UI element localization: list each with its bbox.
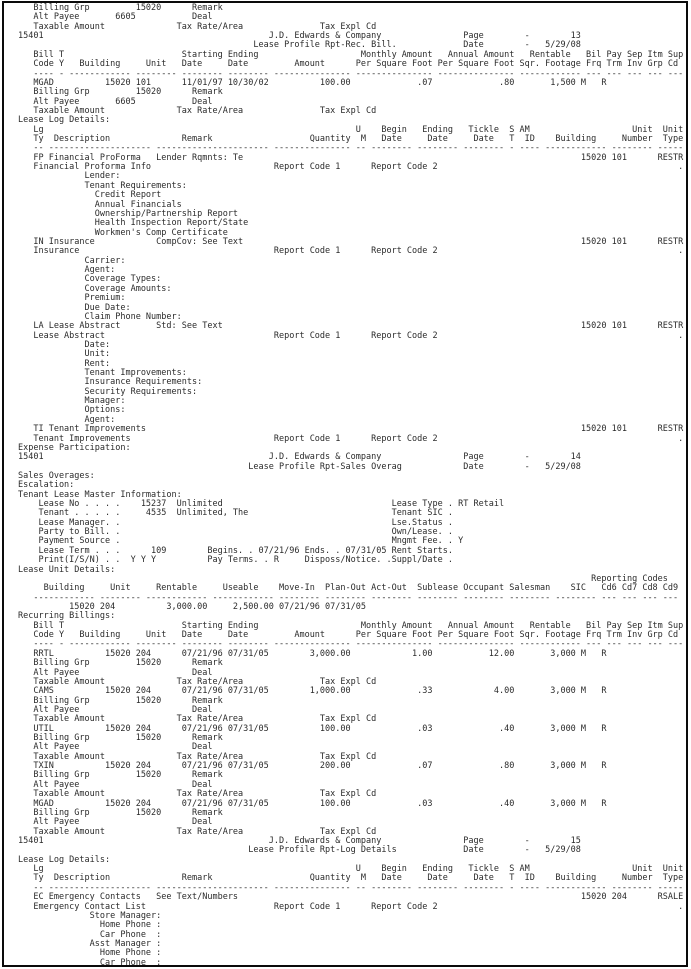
report-line: Workmen's Comp Certificate (18, 227, 228, 238)
report-document (18, 4, 683, 968)
report-line: ------------ -------- ------------ ------------ -------- -------- -------- -------- -------- -------- -------- --- --- --- --- (18, 592, 679, 603)
report-line: Print(I/S/N) . . Y Y Y Pay Terms. . R Disposs/Notice. .Suppl/Date . (18, 555, 453, 566)
report-line: Billing Grp 15020 Remark (18, 3, 223, 13)
report-line: Alt Payee Deal (18, 817, 213, 828)
report-line: Claim Phone Number: (18, 311, 182, 322)
report-line: Code Y Building Unit Date Date Amount Per Square Foot Per Square Foot Sqr. Footage Frq Trm Inv Grp Cd (18, 59, 679, 70)
report-line: Financial Proforma Info Report Code 1 Report Code 2 . (18, 162, 684, 173)
report-line: Billing Grp 15020 Remark (18, 807, 223, 818)
report-line: Billing Grp 15020 Remark (18, 770, 223, 781)
report-line: Lease Log Details: (18, 854, 111, 865)
report-line: Lease Profile Rpt-Rec. Bill. Date - 5/29/08 (18, 40, 581, 51)
report-line: Alt Payee Deal (18, 742, 213, 753)
report-line: Lg U Begin Ending Tickle S AM Unit Unit (18, 124, 684, 135)
report-line: -- -------------------- ---------------------- --------------- -- -------- -------- -------- - ---- ------------ -------- ----- (18, 143, 684, 154)
report-line: IN Insurance CompCov: See Text 15020 101 RESTR (18, 236, 684, 247)
report-line: Bill T Starting Ending Monthly Amount Annual Amount Rentable Bil Pay Sep Itm Sup (18, 49, 684, 60)
report-line: Date: (18, 339, 111, 350)
report-line: Annual Financials (18, 199, 182, 210)
report-line: Carrier: (18, 255, 126, 266)
report-line: Coverage Amounts: (18, 283, 172, 294)
report-line: Bill T Starting Ending Monthly Amount Annual Amount Rentable Bil Pay Sep Itm Sup (18, 620, 684, 631)
report-line: Tenant . . . . . 4535 Unlimited, The Tenant SIC . (18, 508, 453, 519)
report-line: Billing Grp 15020 Remark (18, 695, 223, 706)
report-line: Car Phone : (18, 929, 162, 940)
report-line: Coverage Types: (18, 274, 162, 285)
report-line: Lease Term . . . 109 Begins. . 07/21/96 Ends. . 07/31/05 Rent Starts. (18, 545, 453, 556)
report-line: Lender: (18, 171, 121, 182)
report-line: Lg U Begin Ending Tickle S AM Unit Unit (18, 864, 684, 875)
report-line: 15401 J.D. Edwards & Company Page - 13 (18, 31, 581, 42)
report-line: Billing Grp 15020 Remark (18, 733, 223, 744)
report-line: Party to Bill. . Own/Lease. . (18, 527, 453, 538)
report-line: Car Phone : (18, 957, 162, 968)
report-line: Taxable Amount Tax Rate/Area Tax Expl Cd (18, 676, 377, 687)
report-line: ---- - ------------ -------- -------- -------- --------------- --------------- --------------- ------------ --- --- --- --- --- (18, 68, 684, 79)
report-line: UTIL 15020 204 07/21/96 07/31/05 100.00 .03 .40 3,000 M R (18, 723, 607, 734)
report-line: Home Phone : (18, 920, 162, 931)
report-line: Taxable Amount Tax Rate/Area Tax Expl Cd (18, 21, 377, 32)
report-line: Lease Abstract Report Code 1 Report Code 2 . (18, 330, 684, 341)
report-line: Lease Unit Details: (18, 564, 116, 575)
report-line: Taxable Amount Tax Rate/Area Tax Expl Cd (18, 789, 377, 800)
report-line: Recurring Billings: (18, 611, 116, 622)
report-line: Code Y Building Unit Date Date Amount Per Square Foot Per Square Foot Sqr. Footage Frq Trm Inv Grp Cd (18, 630, 679, 641)
report-line: 15020 204 3,000.00 2,500.00 07/21/96 07/31/05 (18, 602, 366, 612)
report-line: Tenant Lease Master Information: (18, 489, 182, 500)
report-line: Taxable Amount Tax Rate/Area Tax Expl Cd (18, 751, 377, 762)
report-line: Emergency Contact List Report Code 1 Report Code 2 . (18, 901, 684, 912)
report-line: Alt Payee 6605 Deal (18, 12, 213, 23)
report-line: Ty Description Remark Quantity M Date Date Date T ID Building Number Type (18, 134, 684, 145)
report-line: Sales Overages: (18, 470, 95, 481)
report-line: Payment Source . Mngmt Fee. . Y (18, 536, 464, 547)
report-line: 15401 J.D. Edwards & Company Page - 15 (18, 835, 581, 846)
report-line: Premium: (18, 293, 126, 304)
report-line: Alt Payee Deal (18, 779, 213, 790)
report-line: Lease Manager. . Lse.Status . (18, 517, 453, 528)
report-line: Ty Description Remark Quantity M Date Date Date T ID Building Number Type (18, 873, 684, 884)
report-line: Billing Grp 15020 Remark (18, 658, 223, 669)
report-line: Alt Payee Deal (18, 704, 213, 715)
report-line: Store Manager: (18, 910, 162, 921)
report-line: EC Emergency Contacts See Text/Numbers 15020 204 RSALE (18, 892, 684, 903)
report-line: Due Date: (18, 302, 131, 313)
report-line: Manager: (18, 396, 126, 407)
report-line: Tenant Improvements: (18, 368, 187, 379)
report-line: Lease Profile Rpt-Sales Overag Date - 5/29/08 (18, 461, 581, 472)
report-line: Asst Manager : (18, 938, 162, 949)
report-line: 15401 J.D. Edwards & Company Page - 14 (18, 452, 581, 463)
report-line: Escalation: (18, 480, 75, 491)
report-line: Credit Report (18, 190, 162, 201)
report-line: -- -------------------- ---------------------- --------------- -- -------- -------- -------- - ---- ------------ -------- ----- (18, 882, 684, 893)
report-line: Agent: (18, 265, 116, 276)
report-line: Lease Profile Rpt-Log Details Date - 5/29/08 (18, 845, 581, 856)
report-line: Rent: (18, 358, 111, 369)
report-line: MGAD 15020 204 07/21/96 07/31/05 100.00 .03 .40 3,000 M R (18, 798, 607, 809)
report-line: Expense Participation: (18, 442, 131, 453)
report-line: Ownership/Partnership Report (18, 208, 239, 219)
report-line: Insurance Report Code 1 Report Code 2 . (18, 246, 684, 257)
report-line: FP Financial ProForma Lender Rqmnts: Te 15020 101 RESTR (18, 152, 684, 163)
report-line: Home Phone : (18, 948, 162, 959)
report-line: Tenant Requirements: (18, 180, 187, 191)
report-line: Alt Payee 6605 Deal (18, 96, 213, 107)
report-line: TXIN 15020 204 07/21/96 07/31/05 200.00 .07 .80 3,000 M R (18, 761, 607, 772)
report-line: Alt Payee Deal (18, 667, 213, 678)
report-line: Reporting Codes (18, 573, 668, 584)
report-line: LA Lease Abstract Std: See Text 15020 101 RESTR (18, 321, 684, 332)
report-line: Lease No . . . . 15237 Unlimited Lease Type . RT Retail (18, 499, 505, 510)
report-line: CAMS 15020 204 07/21/96 07/31/05 1,000.00 .33 4.00 3,000 M R (18, 686, 607, 697)
report-line: Taxable Amount Tax Rate/Area Tax Expl Cd (18, 105, 377, 116)
report-line: Building Unit Rentable Useable Move-In Plan-Out Act-Out Sublease Occupant Salesman SIC Cd6 Cd7 Cd8 Cd9 (18, 583, 679, 594)
report-line: Unit: (18, 349, 111, 360)
report-line: Taxable Amount Tax Rate/Area Tax Expl Cd (18, 714, 377, 725)
report-line: Health Inspection Report/State (18, 218, 249, 229)
report-line: Tenant Improvements Report Code 1 Report Code 2 . (18, 433, 684, 444)
report-line: Security Requirements: (18, 386, 198, 397)
report-line: Billing Grp 15020 Remark (18, 87, 223, 98)
report-line: Lease Log Details: (18, 115, 111, 126)
report-line: RRTL 15020 204 07/21/96 07/31/05 3,000.00 1.00 12.00 3,000 M R (18, 648, 607, 659)
report-line: Taxable Amount Tax Rate/Area Tax Expl Cd (18, 826, 377, 837)
report-line: Options: (18, 405, 126, 416)
report-line: Insurance Requirements: (18, 377, 203, 388)
report-line: ---- - ------------ -------- -------- -------- --------------- --------------- --------------- ------------ --- --- --- --- --- (18, 639, 684, 650)
report-line: TI Tenant Improvements 15020 101 RESTR (18, 424, 684, 435)
report-line: MGAD 15020 101 11/01/97 10/30/02 100.00 .07 .80 1,500 M R (18, 77, 607, 88)
report-line: Agent: (18, 414, 116, 425)
